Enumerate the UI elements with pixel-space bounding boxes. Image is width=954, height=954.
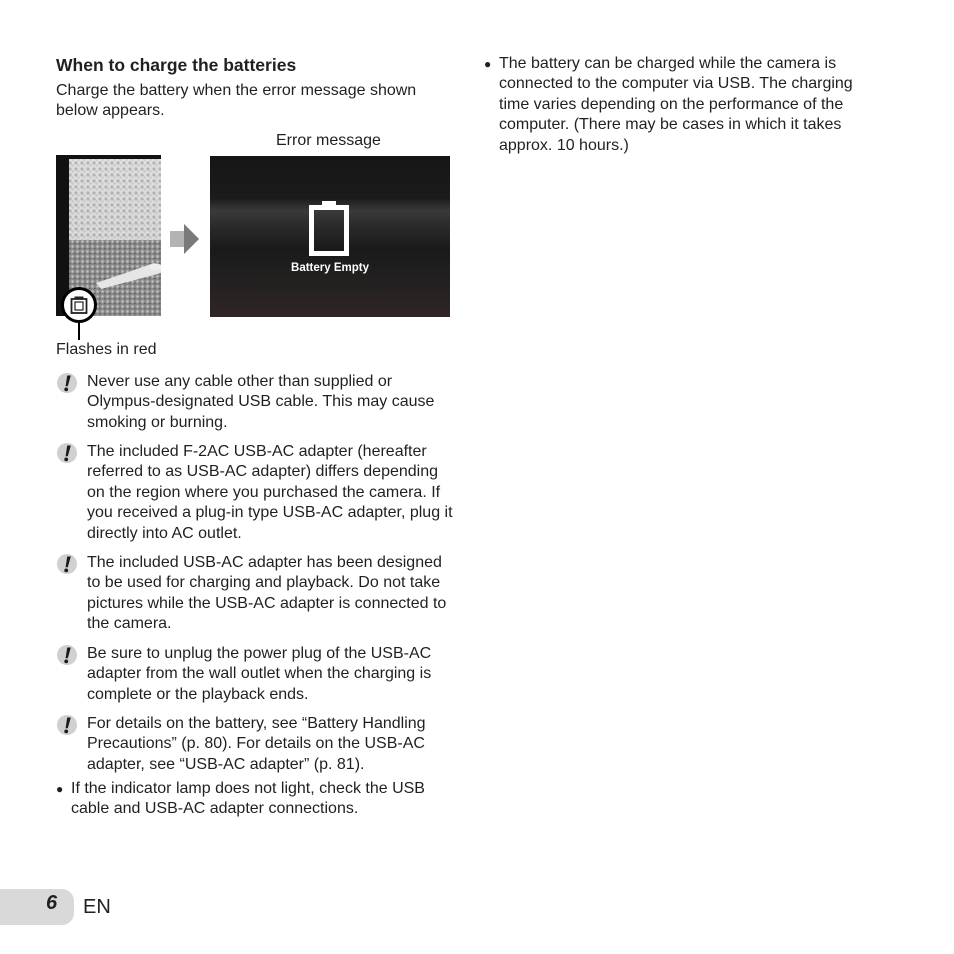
page-number: 6: [46, 892, 58, 914]
note-text: The battery can be charged while the camera is connected to the computer via USB. The charging time varies depending on the performance of the computer. (There may be cases in which it takes approx. 10 hours.): [499, 55, 853, 154]
caution-exclamation-icon: [56, 553, 78, 575]
caution-exclamation-icon: [56, 714, 78, 736]
battery-empty-text: Battery Empty: [291, 262, 369, 274]
caution-text: The included F-2AC USB-AC adapter (hereafter referred to as USB-AC adapter) differs depending on the region where you purchased the camera. If you received a plug-in type USB-AC adapter, plug it directly into AC outlet.: [87, 443, 453, 542]
caution-text: Never use any cable other than supplied or Olympus-designated USB cable. This may cause smoking or burning.: [87, 373, 435, 431]
language-code: EN: [83, 896, 111, 918]
usb-charging-note: [484, 54, 884, 156]
caution-text: The included USB-AC adapter has been designed to be used for charging and playback. Do not take pictures while the USB-AC adapter is connected to the camera.: [87, 554, 447, 633]
intro-text: Charge the battery when the error message shown below appears.: [56, 82, 417, 119]
error-message-caption: Error message: [276, 132, 381, 149]
caution-text: For details on the battery, see “Battery Handling Precautions” (p. 80). For details on the USB-AC adapter, see “USB-AC adapter” (p. 81).: [87, 715, 426, 773]
caution-item: [56, 372, 456, 433]
flashes-in-red-caption: Flashes in red: [56, 341, 157, 358]
battery-empty-icon: [308, 200, 352, 256]
caution-text: Be sure to unplug the power plug of the USB-AC adapter from the wall outlet when the charging is complete or the playback ends.: [87, 645, 432, 703]
bullet-mark: ●: [484, 57, 492, 71]
section-heading: When to charge the batteries: [56, 55, 297, 75]
caution-exclamation-icon: [56, 442, 78, 464]
right-arrow-icon: [170, 221, 200, 257]
caution-item: [56, 442, 456, 544]
caution-exclamation-icon: [56, 372, 78, 394]
caution-exclamation-icon: [56, 644, 78, 666]
caution-item: [56, 553, 456, 635]
bullet-mark: ●: [56, 782, 64, 796]
page-number-tab: [0, 889, 74, 925]
caution-item: [56, 644, 456, 705]
indicator-lamp-note: [56, 779, 456, 820]
note-text: If the indicator lamp does not light, check the USB cable and USB-AC adapter connections.: [71, 780, 425, 818]
battery-indicator-callout: [60, 286, 100, 341]
camera-lcd-screen: [210, 156, 450, 317]
caution-item: [56, 714, 456, 775]
